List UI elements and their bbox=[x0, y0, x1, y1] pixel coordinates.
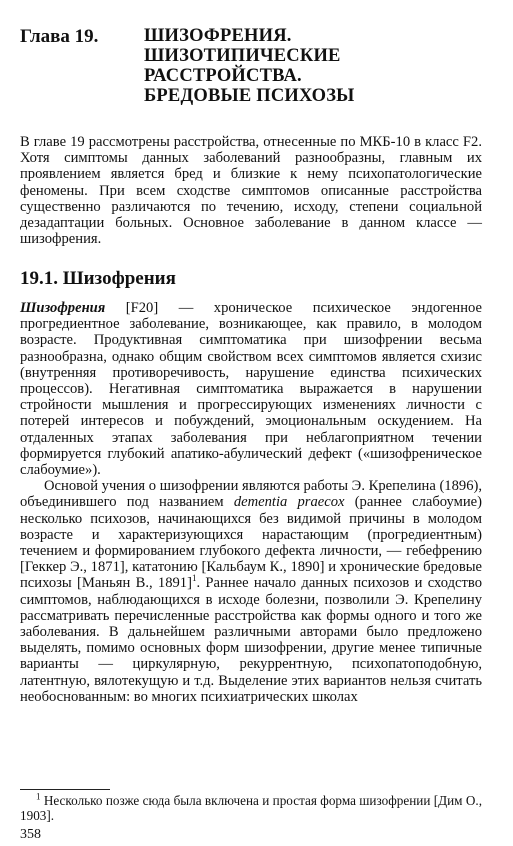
footnote-mark: 1 bbox=[36, 791, 41, 802]
paragraph-text: [F20] — хроническое психическое эндогенное прогредиентное заболевание, возникающее, как правило, в молодом возрасте. Продуктивная симптоматика при шизофрении весьма разнообразна, однако общим свойством всех симптомов является схизис (внутренняя противоречивость, нарушение единства психических процессов). Негативная симптоматика выражается в нарушении стройности мышления и прогрессирующих изменениях личности с потерей интересов и побуждений, эмоциональным оскудением. На отдаленных этапах заболевания при неблагоприятном течении формируется глубокий апатико-абулический дефект («шизофреническое слабоумие»). bbox=[20, 300, 482, 479]
body-paragraph bbox=[20, 300, 482, 478]
page-number: 358 bbox=[20, 827, 41, 842]
footnote-reference: 1 bbox=[191, 573, 197, 584]
section-number: 19.1. bbox=[20, 268, 58, 289]
chapter-title-line: ШИЗОФРЕНИЯ. bbox=[144, 26, 292, 46]
section-title: Шизофрения bbox=[62, 268, 176, 289]
chapter-title bbox=[144, 26, 355, 106]
paragraph-text: (раннее слабоумие) несколько психозов, начинающихся без видимой причины в молодом возрасте и характеризующихся нарастающим (прогредиентным) течением и формированием глубокого дефекта личности, — гебефрению [Геккер Э., 1871], кататонию [Кальбаум К., 1890] и хронические бредовые психозы [Маньян В., 1891] bbox=[20, 494, 482, 592]
footnote bbox=[20, 793, 482, 823]
chapter-title-line: РАССТРОЙСТВА. bbox=[144, 66, 302, 86]
chapter-title-line: БРЕДОВЫЕ ПСИХОЗЫ bbox=[144, 86, 355, 106]
defined-term: Шизофрения bbox=[20, 300, 106, 316]
chapter-title-line: ШИЗОТИПИЧЕСКИЕ bbox=[144, 46, 341, 66]
paragraph-text: . Раннее начало данных психозов и сходство симптомов, наблюдающихся в исходе болезни, позволили Э. Крепелину рассматривать перечисленные расстройства как формы одного и того же заболевания. В дальнейшем различными авторами было предложено выделять, помимо основных форм шизофрении, другие менее типичные варианты — циркулярную, рекуррентную, психопатоподобную, латентную, вялотекущую и т.д. Выделение этих вариантов нельзя считать необоснованным: во многих психиатрических школах bbox=[20, 575, 482, 705]
paragraph-text: Основой учения о шизофрении являются работы Э. Крепелина (1896), объединившего под названием bbox=[20, 478, 482, 511]
footnote-divider bbox=[20, 789, 110, 790]
latin-term: dementia praecox bbox=[233, 494, 345, 511]
section-body bbox=[20, 300, 482, 705]
chapter-label: Глава 19. bbox=[20, 26, 99, 47]
chapter-intro-paragraph: В главе 19 рассмотрены расстройства, отнесенные по МКБ-10 в класс F2. Хотя симптомы данных заболеваний разнообразны, главным их проявлением является бред и близкие к нему психопатологические феномены. При всем сходстве симптомов описанные расстройства существенно различаются по течению, исходу, степени социальной дезадаптации больных. Основное заболевание в данном классе — шизофрения. bbox=[20, 134, 482, 248]
footnote-text: Несколько позже сюда была включена и простая форма шизофрении [Дим О., 1903]. bbox=[20, 793, 482, 823]
body-paragraph bbox=[20, 478, 482, 705]
section-heading bbox=[20, 268, 176, 290]
